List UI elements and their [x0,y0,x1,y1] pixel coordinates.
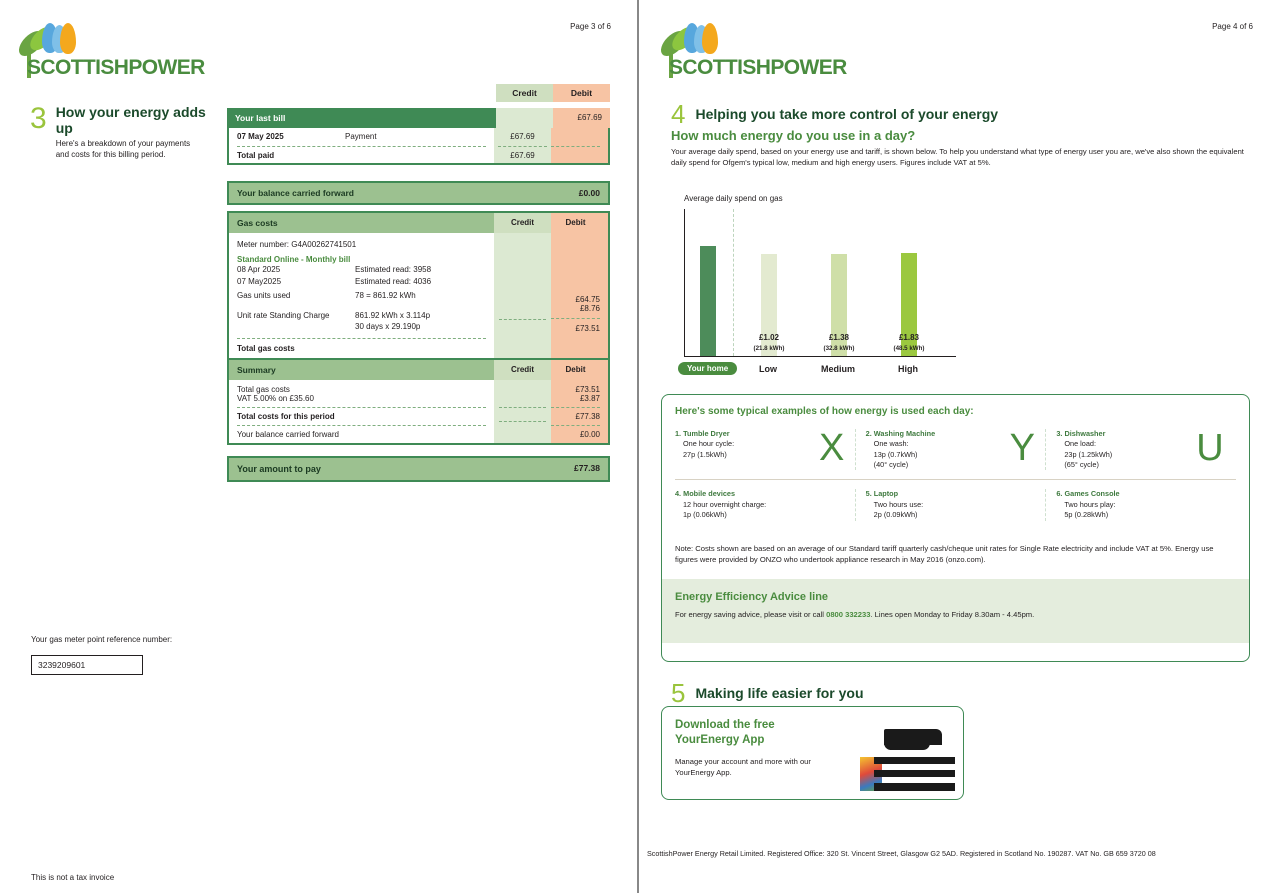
example-line: 5p (0.28kWh) [1064,510,1109,520]
gas-credit-col [494,233,551,358]
summary-row-debit: £3.87 [579,394,600,403]
summary-row-label: Your balance carried forward [237,430,339,439]
gas-debit-col [551,233,608,358]
example-line: One wash: [873,439,909,449]
total-gas-costs-debit: £73.51 [575,324,600,333]
meter-ref-value[interactable]: 3239209601 [31,655,143,675]
summary-row-label: Total gas costs [237,385,290,394]
example-item [1046,489,1184,520]
summary-row-label: VAT 5.00% on £35.60 [237,394,314,403]
example-line: 12 hour overnight charge: [683,499,767,509]
gas-costs-table [227,211,610,360]
advice-phone[interactable]: 0800 332233 [826,609,871,619]
summary-credit-header: Credit [494,360,551,380]
summary-table [227,358,610,445]
payment-date: 07 May 2025 [237,132,284,141]
table-row [237,276,486,288]
example-item [675,489,809,520]
advice-text [675,610,1236,619]
last-bill-heading-row [227,108,610,128]
last-bill-body [227,128,610,165]
last-bill-credit [496,108,553,128]
app-description: Manage your account and more with our YourEnergy App. [675,756,811,777]
example-name: 6. Games Console [1056,489,1120,499]
chart-title: Average daily spend on gas [684,194,783,203]
amount-to-pay-strip [227,456,610,482]
logo-wordmark: SCOTTISHPOWER [669,56,847,79]
example-line: Two hours use: [873,499,924,509]
unit-rate-amount-2: £8.76 [579,304,600,313]
read-date-1: 08 Apr 2025 [237,265,281,274]
example-line: 2p (0.09kWh) [873,510,918,520]
gas-credit-header: Credit [494,213,551,233]
payment-credit: £67.69 [510,132,535,141]
divider [498,146,547,147]
divider [237,146,486,147]
summary-row-debit: £0.00 [579,430,600,439]
total-paid-debit [551,151,600,160]
balance-forward-label: Your balance carried forward [229,183,494,203]
summary-row-label: Total costs for this period [237,412,335,421]
bar-label-high: £1.83 [898,333,920,342]
advice-title: Energy Efficiency Advice line [675,590,829,603]
example-line: 23p (1.25kWh) [1064,449,1113,459]
example-line: 1p (0.06kWh) [683,510,727,520]
section-3-subtitle: Here's a breakdown of your payments and costs for this billing period. [55,139,191,159]
amount-to-pay-debit: £77.38 [551,458,608,480]
section-4-title: Helping you take more control of your energy [695,106,999,122]
app-title-line-2: YourEnergy App [675,733,765,746]
credit-debit-header [227,84,610,102]
section-4-header [671,101,1263,168]
app-title-line-1: Download the free [675,719,775,731]
page-number-left: Page 3 of 6 [570,22,611,31]
divider [499,319,546,320]
summary-heading-row [227,358,610,380]
divider [551,146,600,147]
read-value-1: Estimated read: 3958 [355,265,432,274]
example-name: 5. Laptop [865,489,899,499]
page-3 [0,0,637,893]
table-row [237,310,486,333]
chart-plot-area [684,209,956,357]
summary-label: Summary [229,360,494,380]
example-item [856,489,1000,520]
letter-x: X [818,427,845,469]
scottishpower-logo [664,16,847,79]
unit-rate-line-2: 30 days x 29.190p [355,322,421,332]
energy-advice-box [662,579,1249,643]
unit-rate-label: Unit rate Standing Charge [237,310,330,320]
gas-costs-heading-row [227,211,610,233]
example-line: One hour cycle: [683,439,735,449]
example-line: (65° cycle) [1064,460,1099,470]
summary-credit-col [494,380,551,443]
gas-meter-number: Meter number: G4A00262741501 [237,240,357,249]
app-download-box[interactable] [661,706,964,800]
example-name: 3. Dishwasher [1056,429,1106,438]
legal-footer: ScottishPower Energy Retail Limited. Registered Office: 320 St. Vincent Street, Glasgow G2 5AD. Registered in Scotland No. 190287. VAT No. GB 659 3720 08 [647,849,1156,858]
summary-row-debit: £77.38 [575,412,600,421]
summary-debit-header: Debit [551,360,608,380]
amount-to-pay-credit [494,458,551,480]
scottishpower-logo [22,16,205,79]
examples-note: Note: Costs shown are based on an average of our Standard tariff quarterly cash/cheque unit rates for Single Rate electricity and include VAT at 5%. Energy use figures were provided by ONZO who undertook appliance research in May 2016 (onzo.com). [675,543,1214,564]
divider [551,318,600,319]
section-4-body: Your average daily spend, based on your energy use and tariff, is shown below. To help you understand what type of energy user you are, we've also shown the equivalent daily spend for Ofgem's typical low, medium and high energy users. Figures include VAT at 5%. [671,147,1244,167]
balance-forward-debit: £0.00 [551,183,608,203]
bar-label-low: £1.02 [758,333,780,342]
bar-sublabel-high: (48.5 kWh) [893,345,925,352]
summary-row-debit: £73.51 [575,385,600,394]
example-line: 13p (0.7kWh) [873,449,918,459]
table-row [237,290,486,302]
phone-app-icon [860,729,955,791]
total-gas-costs-label: Total gas costs [237,343,295,353]
gas-costs-body [227,233,610,360]
amount-to-pay-label: Your amount to pay [229,458,494,480]
bar-sublabel-low: (21.8 kWh) [753,345,785,352]
droplet-icon [60,23,76,54]
meter-ref-label: Your gas meter point reference number: [31,635,173,644]
section-3-header [30,104,220,161]
gas-debit-header: Debit [551,213,608,233]
example-line: Two hours play: [1064,499,1116,509]
column-header-credit: Credit [496,84,553,102]
examples-row-1 [662,417,1249,470]
example-line: (40° cycle) [873,460,909,470]
chart-separator [733,209,734,356]
axis-label-medium: Medium [820,364,855,374]
example-item [1046,429,1184,470]
total-paid-label: Total paid [237,151,275,160]
summary-debit-col [551,380,608,443]
example-item [675,429,809,470]
gas-units-value: 78 = 861.92 kWh [355,291,416,301]
example-name: 2. Washing Machine [865,429,936,438]
divider [499,421,546,422]
page-4 [639,0,1275,893]
section-3-title: How your energy adds up [55,104,206,136]
energy-examples-box [661,394,1250,662]
last-bill-credit-col [494,128,551,163]
divider [551,407,600,408]
unit-rate-amount-1: £64.75 [575,295,600,304]
bar-sublabel-medium: (32.8 kWh) [823,345,855,352]
letter-y: Y [1009,427,1036,469]
examples-row-2 [662,480,1249,520]
payment-desc: Payment [345,132,377,141]
total-paid-credit: £67.69 [510,151,535,160]
section-5-header [671,680,864,706]
axis-label-high: High [898,364,918,374]
daily-spend-chart [684,194,956,382]
axis-label-your-home: Your home [678,362,737,375]
balance-forward-credit [494,183,551,203]
summary-body [227,380,610,445]
section-3-number: 3 [30,102,47,135]
table-row [237,132,486,141]
advice-text-before: For energy saving advice, please visit or call [675,609,827,619]
read-date-2: 07 May2025 [237,276,282,286]
column-header-debit: Debit [553,84,610,102]
bar-label-medium: £1.38 [828,333,850,342]
logo-wordmark: SCOTTISHPOWER [27,56,205,79]
example-name: 1. Tumble Dryer [675,429,730,438]
divider [551,425,600,426]
gas-units-label: Gas units used [237,291,291,301]
example-line: One load: [1064,439,1096,449]
chart-axis-labels [684,362,956,382]
divider [237,338,486,339]
examples-title: Here's some typical examples of how energy is used each day: [675,406,974,417]
section-5-number: 5 [671,678,686,708]
axis-label-low: Low [759,364,777,374]
divider [237,407,486,408]
not-tax-invoice-note: This is not a tax invoice [31,873,115,882]
example-item [856,429,1000,470]
last-bill-table [227,108,610,165]
last-bill-debit: £67.69 [553,108,610,128]
unit-rate-line-1: 861.92 kWh x 3.114p [355,310,431,320]
read-value-2: Estimated read: 4036 [355,276,432,286]
letter-u: U [1196,427,1224,469]
last-bill-debit-col [551,128,608,163]
advice-text-after: . Lines open Monday to Friday 8.30am - 4.45pm. [870,609,1035,619]
payment-debit [551,132,600,141]
divider [237,425,486,426]
gas-tariff: Standard Online - Monthly bill [237,255,351,264]
last-bill-label: Your last bill [227,108,496,128]
table-row [237,264,486,276]
example-name: 4. Mobile devices [675,489,736,499]
section-5-title: Making life easier for you [695,685,864,701]
gas-costs-label: Gas costs [229,213,494,233]
bar-your-home [700,246,716,356]
section-4-subtitle: How much energy do you use in a day? [671,128,916,143]
droplet-icon [702,23,718,54]
example-line: 27p (1.5kWh) [683,449,727,459]
table-row [237,151,486,160]
page-number-right: Page 4 of 6 [1212,22,1253,31]
section-4-number: 4 [671,99,686,129]
balance-forward-strip [227,181,610,205]
